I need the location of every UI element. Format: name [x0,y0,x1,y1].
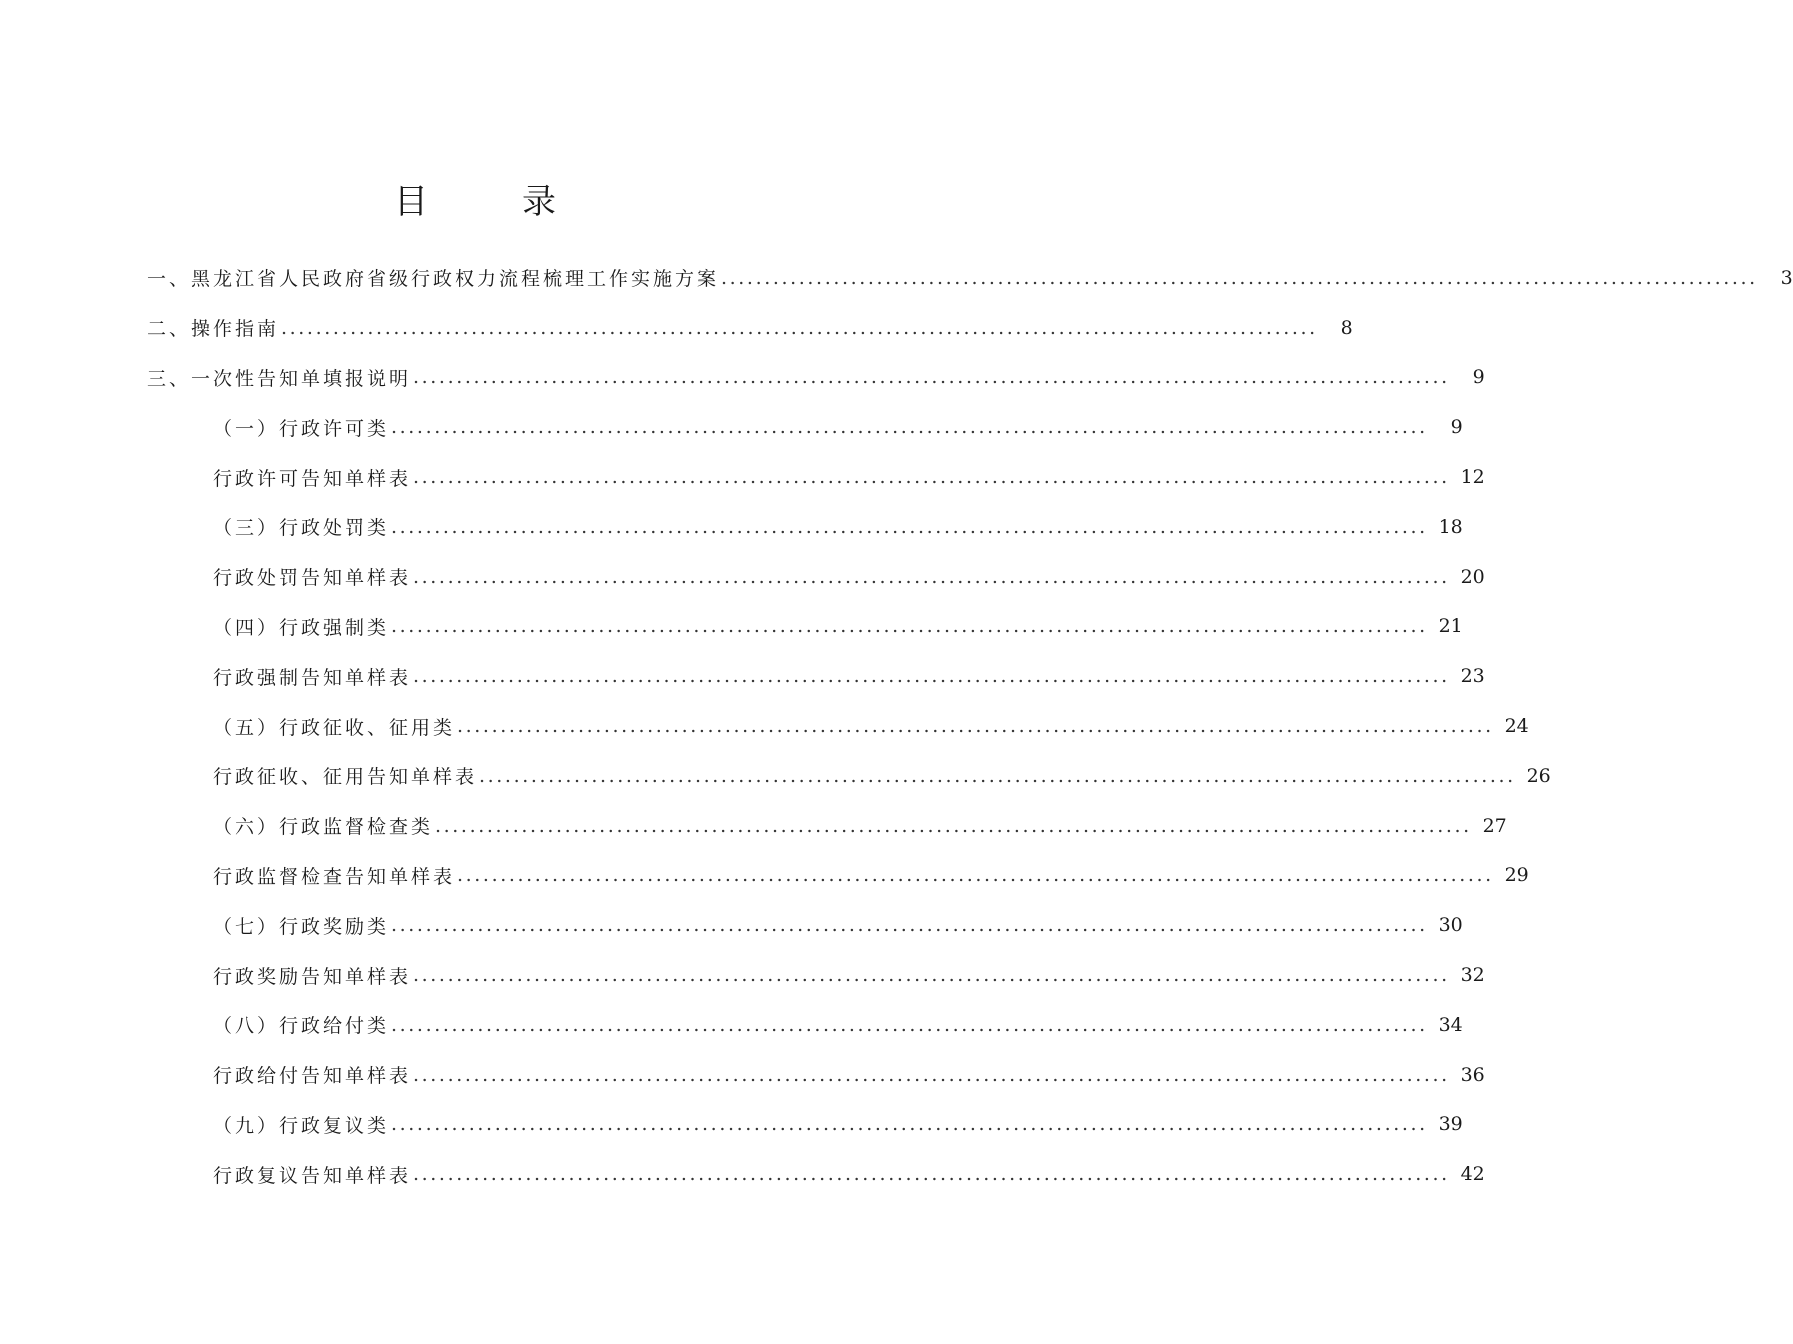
toc-entry-label: 三、一次性告知单填报说明 [147,367,412,390]
toc-page-number: 32 [1460,964,1485,987]
dot-leader: ........................................................................................................................ [413,1163,1450,1186]
toc-page-number: 21 [1438,615,1463,638]
toc-entry[interactable] [0,253,1793,303]
toc-entry-label: （八）行政给付类 [213,1015,390,1038]
toc-page-number: 26 [1526,764,1551,787]
toc-entry[interactable] [0,502,1463,552]
toc-entry[interactable] [0,701,1529,751]
toc-page-number: 9 [1472,366,1485,389]
toc-page-number: 30 [1438,914,1463,937]
toc-entry-label: 行政处罚告知单样表 [213,567,412,590]
dot-leader: ........................................................................................................................ [457,864,1494,887]
toc-page-number: 3 [1780,266,1793,289]
toc-entry-label: （七）行政奖励类 [213,915,390,938]
dot-leader: ........................................................................................................................ [391,416,1428,439]
toc-entry[interactable] [0,950,1485,1000]
dot-leader: ........................................................................................................................ [391,1013,1428,1036]
dot-leader: ........................................................................................................................ [391,615,1428,638]
dot-leader: ........................................................................................................................ [391,914,1428,937]
dot-leader: ........................................................................................................................ [413,665,1450,688]
toc-entry[interactable] [0,303,1353,353]
toc-page-number: 9 [1450,416,1463,439]
toc-entry-label: （五）行政征收、征用类 [213,716,456,739]
toc-entry-label: 行政监督检查告知单样表 [213,865,456,888]
dot-leader: ........................................................................................................................ [391,1113,1428,1136]
toc-page-number: 34 [1438,1013,1463,1036]
dot-leader: ........................................................................................................................ [479,764,1516,787]
toc-page-number: 39 [1438,1113,1463,1136]
toc-entry[interactable] [0,552,1485,602]
toc-entry-label: 一、黑龙江省人民政府省级行政权力流程梳理工作实施方案 [147,268,720,291]
toc-entry-label: 行政征收、征用告知单样表 [213,766,478,789]
toc-entry[interactable] [0,1000,1463,1050]
toc-entry-label: （四）行政强制类 [213,616,390,639]
toc-entry[interactable] [0,402,1463,452]
dot-leader: ........................................................................................................................ [413,565,1450,588]
toc-page-number: 42 [1460,1163,1485,1186]
toc-entry[interactable] [0,602,1463,652]
toc-entry-label: 行政许可告知单样表 [213,467,412,490]
toc-page-number: 29 [1504,864,1529,887]
dot-leader: ........................................................................................................................ [721,266,1758,289]
toc-entry[interactable] [0,353,1485,403]
toc-page-number: 27 [1482,814,1507,837]
toc-entry-label: 行政给付告知单样表 [213,1065,412,1088]
toc-entry[interactable] [0,751,1551,801]
page-title: 目 录 [394,182,586,222]
toc-entry-label: （一）行政许可类 [213,417,390,440]
toc-entry-label: （三）行政处罚类 [213,517,390,540]
dot-leader: ........................................................................................................................ [391,515,1428,538]
table-of-contents [0,253,1793,1199]
dot-leader: ........................................................................................................................ [413,466,1450,489]
toc-page-number: 12 [1460,466,1485,489]
toc-page-number: 8 [1340,316,1353,339]
toc-entry[interactable] [0,452,1485,502]
toc-entry-label: （九）行政复议类 [213,1114,390,1137]
toc-entry-label: 二、操作指南 [147,318,280,341]
toc-page-number: 18 [1438,515,1463,538]
dot-leader: ........................................................................................................................ [435,814,1472,837]
toc-entry[interactable] [0,1050,1485,1100]
toc-entry-label: 行政复议告知单样表 [213,1164,412,1187]
dot-leader: ........................................................................................................................ [281,316,1318,339]
dot-leader: ........................................................................................................................ [413,366,1450,389]
dot-leader: ........................................................................................................................ [457,715,1494,738]
toc-entry[interactable] [0,851,1529,901]
toc-entry[interactable] [0,1100,1463,1150]
toc-page-number: 24 [1504,715,1529,738]
toc-entry[interactable] [0,1149,1485,1199]
toc-entry[interactable] [0,801,1507,851]
toc-entry[interactable] [0,900,1463,950]
dot-leader: ........................................................................................................................ [413,964,1450,987]
toc-entry-label: 行政奖励告知单样表 [213,965,412,988]
toc-entry[interactable] [0,651,1485,701]
toc-page-number: 20 [1460,565,1485,588]
toc-entry-label: 行政强制告知单样表 [213,666,412,689]
dot-leader: ........................................................................................................................ [413,1063,1450,1086]
toc-page-number: 36 [1460,1063,1485,1086]
toc-page-number: 23 [1460,665,1485,688]
toc-entry-label: （六）行政监督检查类 [213,816,434,839]
